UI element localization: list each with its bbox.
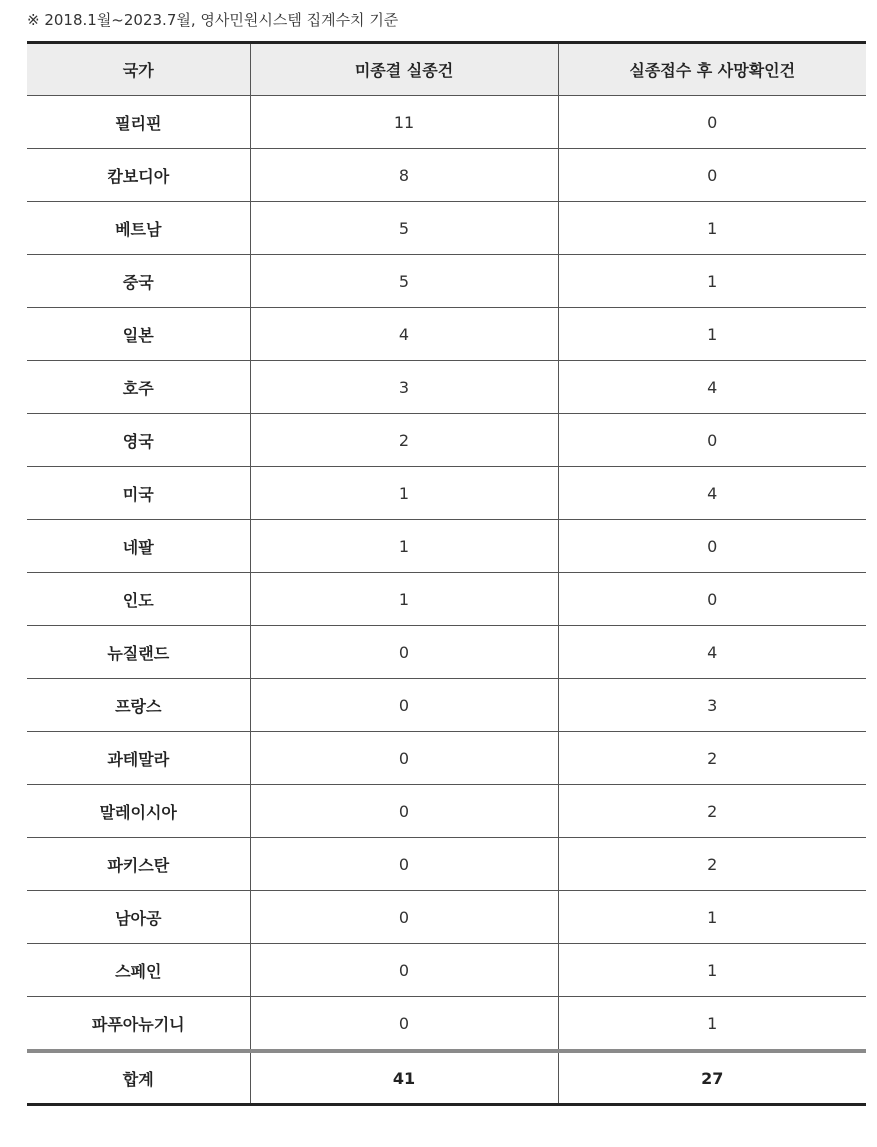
unresolved-count-cell: 1	[250, 467, 558, 520]
table-row	[27, 838, 866, 891]
table-row	[27, 679, 866, 732]
death-count-cell: 2	[558, 838, 866, 891]
unresolved-count-cell: 0	[250, 997, 558, 1052]
death-count-cell: 0	[558, 149, 866, 202]
death-count-cell: 4	[558, 361, 866, 414]
death-count-cell: 1	[558, 308, 866, 361]
table-row	[27, 573, 866, 626]
country-cell: 캄보디아	[27, 149, 250, 202]
unresolved-count-cell: 0	[250, 891, 558, 944]
unresolved-count-cell: 8	[250, 149, 558, 202]
death-count-cell: 0	[558, 520, 866, 573]
table-row	[27, 414, 866, 467]
country-cell: 말레이시아	[27, 785, 250, 838]
death-count-cell: 0	[558, 414, 866, 467]
table-row	[27, 997, 866, 1052]
death-count-cell: 4	[558, 626, 866, 679]
header-country: 국가	[27, 43, 250, 96]
death-count-cell: 0	[558, 573, 866, 626]
table-row	[27, 96, 866, 149]
unresolved-count-cell: 2	[250, 414, 558, 467]
table-row	[27, 944, 866, 997]
unresolved-count-cell: 5	[250, 255, 558, 308]
table-row	[27, 626, 866, 679]
unresolved-count-cell: 0	[250, 626, 558, 679]
death-count-cell: 1	[558, 944, 866, 997]
unresolved-count-cell: 5	[250, 202, 558, 255]
table-row	[27, 732, 866, 785]
source-note: ※ 2018.1월~2023.7월, 영사민원시스템 집계수치 기준	[27, 11, 399, 29]
death-count-cell: 1	[558, 202, 866, 255]
country-cell: 네팔	[27, 520, 250, 573]
unresolved-count-cell: 0	[250, 838, 558, 891]
country-cell: 스페인	[27, 944, 250, 997]
unresolved-count-cell: 0	[250, 679, 558, 732]
country-cell: 일본	[27, 308, 250, 361]
country-cell: 프랑스	[27, 679, 250, 732]
header-row	[27, 43, 866, 96]
table-row	[27, 202, 866, 255]
unresolved-count-cell: 3	[250, 361, 558, 414]
unresolved-count-cell: 11	[250, 96, 558, 149]
death-count-cell: 1	[558, 891, 866, 944]
missing-persons-table	[27, 41, 866, 1106]
death-count-cell: 3	[558, 679, 866, 732]
unresolved-count-cell: 0	[250, 732, 558, 785]
country-cell: 인도	[27, 573, 250, 626]
death-count-cell: 0	[558, 96, 866, 149]
country-cell: 영국	[27, 414, 250, 467]
header-unresolved-missing: 미종결 실종건	[250, 43, 558, 96]
total-unresolved: 41	[250, 1051, 558, 1105]
table-row	[27, 467, 866, 520]
country-cell: 중국	[27, 255, 250, 308]
death-count-cell: 4	[558, 467, 866, 520]
unresolved-count-cell: 4	[250, 308, 558, 361]
unresolved-count-cell: 0	[250, 944, 558, 997]
country-cell: 과테말라	[27, 732, 250, 785]
country-cell: 남아공	[27, 891, 250, 944]
death-count-cell: 2	[558, 732, 866, 785]
country-cell: 파키스탄	[27, 838, 250, 891]
death-count-cell: 1	[558, 997, 866, 1052]
table-row	[27, 891, 866, 944]
country-cell: 호주	[27, 361, 250, 414]
table-row	[27, 520, 866, 573]
country-cell: 필리핀	[27, 96, 250, 149]
death-count-cell: 2	[558, 785, 866, 838]
table-row	[27, 361, 866, 414]
table-row	[27, 255, 866, 308]
death-count-cell: 1	[558, 255, 866, 308]
table-row	[27, 308, 866, 361]
country-cell: 베트남	[27, 202, 250, 255]
country-cell: 뉴질랜드	[27, 626, 250, 679]
unresolved-count-cell: 1	[250, 573, 558, 626]
table-row	[27, 785, 866, 838]
country-cell: 미국	[27, 467, 250, 520]
country-cell: 파푸아뉴기니	[27, 997, 250, 1052]
unresolved-count-cell: 0	[250, 785, 558, 838]
table-row	[27, 149, 866, 202]
total-deaths: 27	[558, 1051, 866, 1105]
total-label: 합계	[27, 1051, 250, 1105]
total-row	[27, 1051, 866, 1105]
header-confirmed-deaths: 실종접수 후 사망확인건	[558, 43, 866, 96]
unresolved-count-cell: 1	[250, 520, 558, 573]
